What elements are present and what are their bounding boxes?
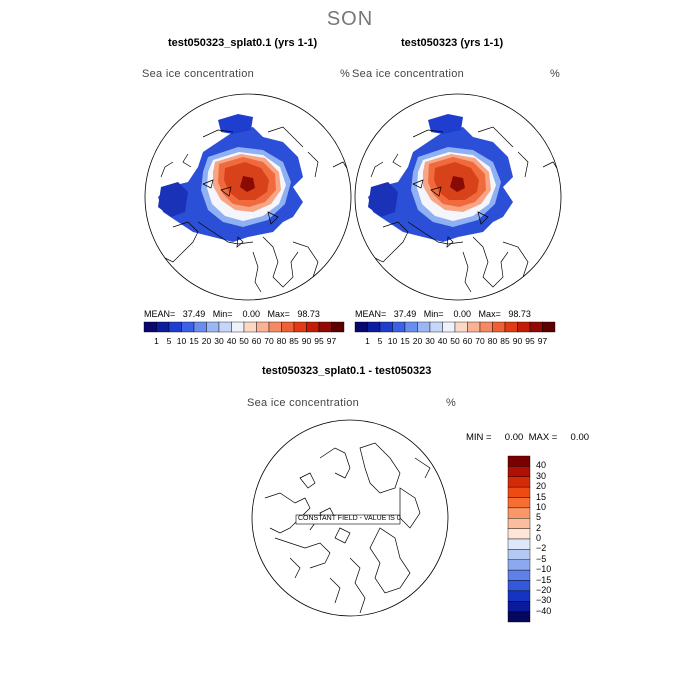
colorbar-tick-label: 95 [314, 336, 324, 346]
colorbar-tick-label: 30 [536, 470, 547, 481]
colorbar-swatch [508, 612, 530, 622]
colorbar-swatch [244, 322, 257, 332]
diff-var-label: Sea ice concentration [247, 397, 360, 409]
colorbar-tick-label: 90 [512, 336, 523, 346]
colorbar-tick-label: 20 [536, 481, 547, 492]
right-stats: MEAN= 37.49 Min= 0.00 Max= 98.73 [355, 309, 531, 319]
colorbar-tick-label: 80 [276, 336, 287, 346]
left-var-label: Sea ice concentration [142, 68, 255, 80]
colorbar-tick-label: 60 [462, 336, 473, 346]
colorbar-tick-label: 1 [154, 336, 159, 346]
colorbar-tick-label: 5 [536, 512, 542, 523]
colorbar-swatch [508, 560, 530, 570]
colorbar-tick-label: 90 [301, 336, 312, 346]
right-polar-map [353, 92, 563, 302]
right-colorbar [355, 322, 555, 332]
colorbar-swatch [508, 487, 530, 497]
colorbar-tick-label: 95 [525, 336, 535, 346]
colorbar-swatch [443, 322, 456, 332]
colorbar-tick-label: 20 [201, 336, 212, 346]
left-stats: MEAN= 37.49 Min= 0.00 Max= 98.73 [144, 309, 320, 319]
colorbar-swatch [508, 466, 530, 476]
colorbar-swatch [157, 322, 170, 332]
colorbar-swatch [508, 508, 530, 518]
diff-minmax: MIN = 0.00 MAX = 0.00 [466, 432, 590, 443]
colorbar-swatch [418, 322, 431, 332]
diff-colorbar [508, 456, 530, 622]
colorbar-swatch [219, 322, 232, 332]
colorbar-swatch [468, 322, 481, 332]
colorbar-swatch [182, 322, 195, 332]
left-panel-title: test050323_splat0.1 (yrs 1-1) [168, 37, 318, 49]
colorbar-swatch [380, 322, 393, 332]
colorbar-tick-label: 15 [189, 336, 199, 346]
colorbar-swatch [518, 322, 531, 332]
colorbar-swatch [282, 322, 295, 332]
colorbar-tick-label: 5 [166, 336, 172, 346]
colorbar-tick-label: 60 [251, 336, 262, 346]
colorbar-swatch [207, 322, 220, 332]
diff-unit-label: % [446, 397, 457, 409]
colorbar-swatch [232, 322, 245, 332]
colorbar-tick-label: 20 [412, 336, 423, 346]
colorbar-tick-label: −20 [536, 584, 552, 595]
left-unit-label: % [340, 68, 351, 80]
colorbar-tick-label: 30 [425, 336, 435, 346]
colorbar-swatch [294, 322, 307, 332]
colorbar-swatch [508, 549, 530, 559]
colorbar-tick-label: 97 [537, 336, 548, 346]
colorbar-tick-label: −15 [536, 574, 552, 585]
colorbar-swatch [508, 456, 530, 466]
colorbar-tick-label: 50 [239, 336, 249, 346]
colorbar-tick-label: 15 [400, 336, 410, 346]
colorbar-swatch [355, 322, 368, 332]
colorbar-tick-label: 2 [536, 522, 542, 533]
colorbar-tick-label: −30 [536, 595, 552, 606]
season-title: SON [326, 8, 374, 30]
colorbar-swatch [405, 322, 418, 332]
colorbar-swatch [505, 322, 518, 332]
colorbar-swatch [307, 322, 320, 332]
left-polar-map [143, 92, 353, 302]
colorbar-tick-label: 40 [226, 336, 237, 346]
left-colorbar-labels [144, 336, 344, 348]
colorbar-tick-label: 0 [536, 533, 542, 543]
colorbar-swatch [508, 518, 530, 528]
colorbar-swatch [169, 322, 182, 332]
colorbar-tick-label: 15 [536, 491, 547, 502]
colorbar-tick-label: 10 [536, 501, 547, 512]
colorbar-tick-label: 70 [475, 336, 485, 346]
colorbar-swatch [144, 322, 157, 332]
colorbar-swatch [508, 477, 530, 487]
right-var-label: Sea ice concentration [352, 68, 465, 80]
left-colorbar [144, 322, 344, 332]
colorbar-tick-label: 40 [536, 460, 547, 471]
colorbar-swatch [455, 322, 468, 332]
colorbar-swatch [543, 322, 556, 332]
colorbar-tick-label: 80 [487, 336, 498, 346]
colorbar-swatch [368, 322, 381, 332]
colorbar-swatch [508, 581, 530, 591]
colorbar-swatch [508, 591, 530, 601]
colorbar-tick-label: −2 [536, 543, 547, 554]
colorbar-swatch [194, 322, 207, 332]
right-panel-title: test050323 (yrs 1-1) [401, 37, 504, 49]
colorbar-tick-label: −5 [536, 553, 547, 564]
colorbar-swatch [257, 322, 270, 332]
colorbar-tick-label: 10 [387, 336, 398, 346]
constant-field-annotation: CONSTANT FIELD - VALUE IS 0 [298, 515, 401, 522]
colorbar-swatch [480, 322, 493, 332]
colorbar-tick-label: 85 [289, 336, 299, 346]
colorbar-tick-label: 50 [450, 336, 460, 346]
right-unit-label: % [550, 68, 561, 80]
colorbar-swatch [393, 322, 406, 332]
colorbar-tick-label: 85 [500, 336, 510, 346]
colorbar-tick-label: 70 [264, 336, 274, 346]
colorbar-swatch [493, 322, 506, 332]
colorbar-tick-label: 1 [365, 336, 370, 346]
colorbar-tick-label: 5 [377, 336, 383, 346]
colorbar-tick-label: 10 [176, 336, 187, 346]
colorbar-swatch [430, 322, 443, 332]
colorbar-swatch [508, 601, 530, 611]
colorbar-swatch [332, 322, 345, 332]
colorbar-swatch [319, 322, 332, 332]
diff-colorbar-labels [536, 456, 576, 622]
colorbar-tick-label: 40 [437, 336, 448, 346]
colorbar-tick-label: 97 [326, 336, 337, 346]
colorbar-tick-label: −40 [536, 605, 552, 616]
colorbar-swatch [508, 529, 530, 539]
colorbar-swatch [530, 322, 543, 332]
colorbar-swatch [269, 322, 282, 332]
colorbar-swatch [508, 498, 530, 508]
colorbar-swatch [508, 539, 530, 549]
colorbar-tick-label: 30 [214, 336, 224, 346]
diff-panel-title: test050323_splat0.1 - test050323 [262, 365, 432, 377]
right-colorbar-labels [355, 336, 555, 348]
colorbar-swatch [508, 570, 530, 580]
colorbar-tick-label: −10 [536, 564, 552, 575]
